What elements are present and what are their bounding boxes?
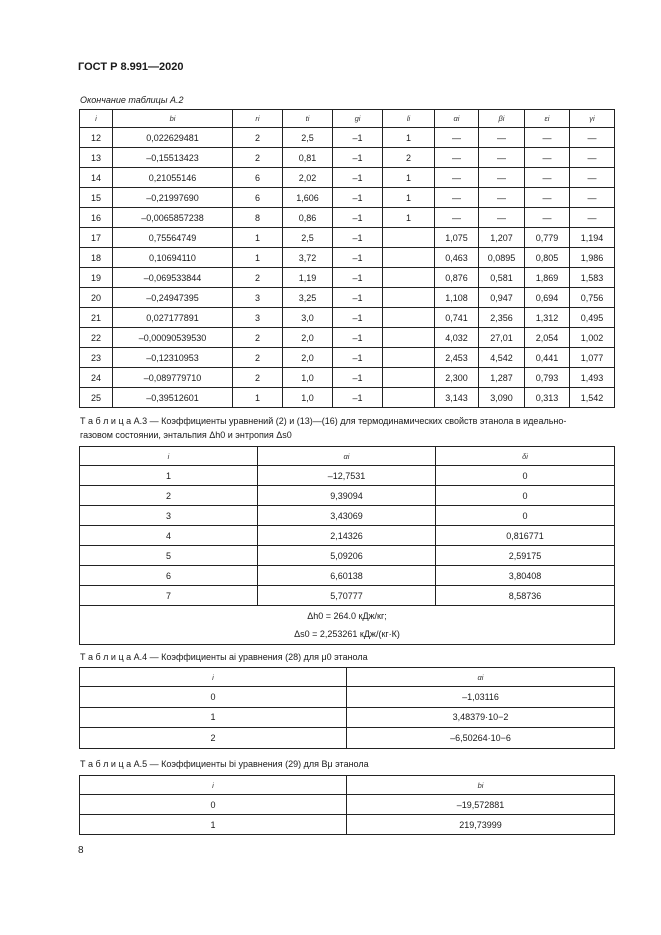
table-cell: 0,805 [525, 248, 570, 268]
column-header: αi [347, 668, 615, 687]
table-cell: — [570, 128, 615, 148]
table-cell: 6 [233, 188, 283, 208]
table-a5-header-row [80, 776, 615, 795]
table-cell: 21 [80, 308, 113, 328]
table-cell: 0,463 [435, 248, 479, 268]
table-cell: 19 [80, 268, 113, 288]
table-row [80, 466, 615, 486]
column-header: ti [283, 110, 333, 128]
table-row [80, 208, 615, 228]
table-a3-note-row [80, 606, 615, 645]
table-a4-caption: Т а б л и ц а А.4 — Коэффициенты ai уравнения (28) для μ0 этанола [80, 652, 368, 662]
table-cell [383, 268, 435, 288]
table-cell: — [435, 168, 479, 188]
table-cell: 1,108 [435, 288, 479, 308]
table-cell: 1,869 [525, 268, 570, 288]
table-cell: 0,694 [525, 288, 570, 308]
table-cell: –1 [333, 268, 383, 288]
table-cell: 1,312 [525, 308, 570, 328]
table-cell: 219,73999 [347, 815, 615, 835]
table-cell [383, 308, 435, 328]
table-cell: 1,19 [283, 268, 333, 288]
table-cell: 3,48379·10−2 [347, 707, 615, 728]
table-cell: 2 [233, 368, 283, 388]
table-row [80, 526, 615, 546]
table-cell: 0 [436, 486, 615, 506]
table-cell: –1 [333, 228, 383, 248]
table-cell: 3 [233, 288, 283, 308]
table-cell: 23 [80, 348, 113, 368]
table-cell: 13 [80, 148, 113, 168]
table-cell: –1 [333, 288, 383, 308]
table-cell: 0,86 [283, 208, 333, 228]
table-cell: — [525, 208, 570, 228]
table-a3 [79, 446, 615, 645]
table-cell [383, 368, 435, 388]
table-cell: –1 [333, 308, 383, 328]
table-cell: 2 [233, 328, 283, 348]
column-header: i [80, 447, 258, 466]
enthalpy-note: Δh0 = 264.0 кДж/кг; [307, 611, 387, 621]
column-header: i [80, 110, 113, 128]
table-cell: –1 [333, 128, 383, 148]
table-cell: 0,0895 [479, 248, 525, 268]
table-cell: — [479, 188, 525, 208]
table-cell: 0,81 [283, 148, 333, 168]
table-cell: 1,606 [283, 188, 333, 208]
table-cell: 2 [80, 486, 258, 506]
table-cell: 3 [80, 506, 258, 526]
table-row [80, 228, 615, 248]
table-cell: 0,793 [525, 368, 570, 388]
table-cell: 3,72 [283, 248, 333, 268]
table-row [80, 268, 615, 288]
table-row [80, 586, 615, 606]
table-cell: 2,02 [283, 168, 333, 188]
table-cell: 1 [383, 128, 435, 148]
table-cell: –0,089779710 [113, 368, 233, 388]
table-cell: — [570, 208, 615, 228]
table-cell: — [435, 148, 479, 168]
table-cell: 6 [80, 566, 258, 586]
table-cell: 2,356 [479, 308, 525, 328]
table-cell: — [479, 208, 525, 228]
table-row [80, 128, 615, 148]
table-cell: 0 [436, 466, 615, 486]
entropy-note: Δs0 = 2,253261 кДж/(кг·К) [294, 629, 400, 639]
table-cell: 2,453 [435, 348, 479, 368]
table-cell: 15 [80, 188, 113, 208]
table-row [80, 506, 615, 526]
table-cell: 0,022629481 [113, 128, 233, 148]
table-cell: 3,43069 [258, 506, 436, 526]
table-cell: 1,0 [283, 388, 333, 408]
table-cell: 0,816771 [436, 526, 615, 546]
table-cell: — [570, 188, 615, 208]
table-cell: –0,24947395 [113, 288, 233, 308]
table-cell: 22 [80, 328, 113, 348]
table-row [80, 308, 615, 328]
document-header: ГОСТ Р 8.991—2020 [78, 61, 184, 73]
table-cell: –0,12310953 [113, 348, 233, 368]
column-header: bi [347, 776, 615, 795]
table-cell: 1,986 [570, 248, 615, 268]
column-header: εi [525, 110, 570, 128]
table-cell [383, 388, 435, 408]
table-a3-caption-line1: Т а б л и ц а А.3 — Коэффициенты уравнений (2) и (13)—(16) для термодинамических свойств этанола в идеально- [80, 416, 567, 426]
table-row [80, 486, 615, 506]
table-cell: –0,069533844 [113, 268, 233, 288]
table-cell: –19,572881 [347, 795, 615, 815]
table-a2-header-row [80, 110, 615, 128]
table-cell: 5,09206 [258, 546, 436, 566]
table-cell: 0,495 [570, 308, 615, 328]
column-header: ri [233, 110, 283, 128]
table-row [80, 815, 615, 835]
table-cell [383, 248, 435, 268]
table-cell: 14 [80, 168, 113, 188]
table-cell: –1 [333, 188, 383, 208]
table-cell: 7 [80, 586, 258, 606]
table-cell: 1,0 [283, 368, 333, 388]
table-row [80, 188, 615, 208]
table-a5-caption: Т а б л и ц а А.5 — Коэффициенты bi уравнения (29) для Bμ этанола [80, 759, 369, 769]
table-cell: 0,756 [570, 288, 615, 308]
table-cell: 0,741 [435, 308, 479, 328]
table-cell: 25 [80, 388, 113, 408]
table-cell: 0 [436, 506, 615, 526]
table-cell: –1 [333, 328, 383, 348]
table-a5-body [80, 795, 615, 835]
table-cell [383, 328, 435, 348]
table-cell: 1 [383, 208, 435, 228]
table-row [80, 707, 615, 728]
table-a2 [79, 109, 615, 408]
table-cell: 3,143 [435, 388, 479, 408]
table-cell: 0,10694110 [113, 248, 233, 268]
table-cell: –1 [333, 368, 383, 388]
table-cell: — [570, 148, 615, 168]
table-cell: — [479, 148, 525, 168]
table-cell [383, 228, 435, 248]
column-header: i [80, 668, 347, 687]
table-cell: — [525, 188, 570, 208]
table-cell: 0,027177891 [113, 308, 233, 328]
table-cell: –1 [333, 148, 383, 168]
table-cell: 2 [233, 348, 283, 368]
table-cell: –1 [333, 208, 383, 228]
table-cell: –0,0065857238 [113, 208, 233, 228]
table-cell: 2,14326 [258, 526, 436, 546]
table-cell: 24 [80, 368, 113, 388]
table-cell: 20 [80, 288, 113, 308]
column-header: γi [570, 110, 615, 128]
table-cell: 6,60138 [258, 566, 436, 586]
table-cell: 0 [80, 795, 347, 815]
table-cell: 0,581 [479, 268, 525, 288]
table-cell: 1 [383, 168, 435, 188]
table-cell: 1 [233, 388, 283, 408]
table-cell: 2,054 [525, 328, 570, 348]
page-number: 8 [78, 845, 84, 856]
table-cell: –6,50264·10−6 [347, 728, 615, 749]
table-cell: 0,779 [525, 228, 570, 248]
table-cell: 3,25 [283, 288, 333, 308]
table-cell: — [570, 168, 615, 188]
table-row [80, 546, 615, 566]
table-cell: 17 [80, 228, 113, 248]
table-cell: 2 [233, 148, 283, 168]
table-cell: 0,441 [525, 348, 570, 368]
table-cell: 3 [233, 308, 283, 328]
table-cell: — [525, 128, 570, 148]
table-a2-body [80, 128, 615, 408]
table-cell: — [435, 128, 479, 148]
table-row [80, 566, 615, 586]
table-cell: — [525, 168, 570, 188]
table-row [80, 348, 615, 368]
table-cell: 8 [233, 208, 283, 228]
table-cell: 1,493 [570, 368, 615, 388]
table-cell: 2 [80, 728, 347, 749]
column-header: li [383, 110, 435, 128]
table-cell: 0,313 [525, 388, 570, 408]
table-cell: 1,002 [570, 328, 615, 348]
table-row [80, 248, 615, 268]
column-header: βi [479, 110, 525, 128]
table-cell: 1,077 [570, 348, 615, 368]
column-header: δi [436, 447, 615, 466]
table-cell: 6 [233, 168, 283, 188]
table-cell: –12,7531 [258, 466, 436, 486]
table-cell: — [525, 148, 570, 168]
table-row [80, 288, 615, 308]
table-cell: 2,0 [283, 348, 333, 368]
column-header: bi [113, 110, 233, 128]
column-header: gi [333, 110, 383, 128]
column-header: αi [435, 110, 479, 128]
table-cell: 3,80408 [436, 566, 615, 586]
table-cell [383, 288, 435, 308]
table-cell: 5,70777 [258, 586, 436, 606]
table-row [80, 368, 615, 388]
table-cell: 2,0 [283, 328, 333, 348]
table-cell: 4,032 [435, 328, 479, 348]
table-cell: 3,090 [479, 388, 525, 408]
table-a2-caption: Окончание таблицы А.2 [80, 95, 184, 105]
table-cell: 2 [383, 148, 435, 168]
table-row [80, 728, 615, 749]
table-cell: –0,39512601 [113, 388, 233, 408]
table-cell: –0,00090539530 [113, 328, 233, 348]
table-cell: 0,21055146 [113, 168, 233, 188]
table-cell: — [479, 168, 525, 188]
table-cell: –1 [333, 248, 383, 268]
table-a3-header-row [80, 447, 615, 466]
table-row [80, 687, 615, 708]
table-a5 [79, 775, 615, 835]
table-cell: 8,58736 [436, 586, 615, 606]
table-a3-body [80, 466, 615, 606]
table-cell: — [435, 208, 479, 228]
table-cell: 5 [80, 546, 258, 566]
table-cell: –1 [333, 168, 383, 188]
table-a3-caption-line2: газовом состоянии, энтальпия Δh0 и энтропия Δs0 [80, 430, 292, 440]
table-row [80, 388, 615, 408]
table-cell: 2,5 [283, 228, 333, 248]
table-cell: 1,542 [570, 388, 615, 408]
table-cell: –1 [333, 348, 383, 368]
table-cell: 1 [80, 815, 347, 835]
table-cell: –0,21997690 [113, 188, 233, 208]
column-header: αi [258, 447, 436, 466]
table-cell: –1 [333, 388, 383, 408]
table-cell: 1,287 [479, 368, 525, 388]
table-cell: 2,59175 [436, 546, 615, 566]
table-cell: 1 [80, 466, 258, 486]
table-cell: 27,01 [479, 328, 525, 348]
table-row [80, 328, 615, 348]
table-cell: 2,5 [283, 128, 333, 148]
table-a4 [79, 667, 615, 749]
table-cell: 12 [80, 128, 113, 148]
table-cell: –1,03116 [347, 687, 615, 708]
table-cell: –0,15513423 [113, 148, 233, 168]
table-cell: 1 [233, 228, 283, 248]
table-row [80, 148, 615, 168]
table-cell: 1 [233, 248, 283, 268]
table-cell: 2,300 [435, 368, 479, 388]
table-cell: 1 [383, 188, 435, 208]
table-cell: 0,876 [435, 268, 479, 288]
table-cell: 2 [233, 128, 283, 148]
table-a4-body [80, 687, 615, 749]
table-cell [383, 348, 435, 368]
table-cell: 1,075 [435, 228, 479, 248]
table-cell: 0,75564749 [113, 228, 233, 248]
table-cell: 1,194 [570, 228, 615, 248]
table-cell: 16 [80, 208, 113, 228]
table-cell: — [479, 128, 525, 148]
table-cell: 0,947 [479, 288, 525, 308]
table-cell: 18 [80, 248, 113, 268]
table-cell: 4,542 [479, 348, 525, 368]
table-cell: 4 [80, 526, 258, 546]
table-a4-header-row [80, 668, 615, 687]
table-cell: 9,39094 [258, 486, 436, 506]
table-row [80, 795, 615, 815]
table-cell: — [435, 188, 479, 208]
table-cell: 1 [80, 707, 347, 728]
table-cell: 1,583 [570, 268, 615, 288]
table-cell: 0 [80, 687, 347, 708]
table-cell: 1,207 [479, 228, 525, 248]
table-row [80, 168, 615, 188]
table-cell: 3,0 [283, 308, 333, 328]
table-cell: 2 [233, 268, 283, 288]
column-header: i [80, 776, 347, 795]
